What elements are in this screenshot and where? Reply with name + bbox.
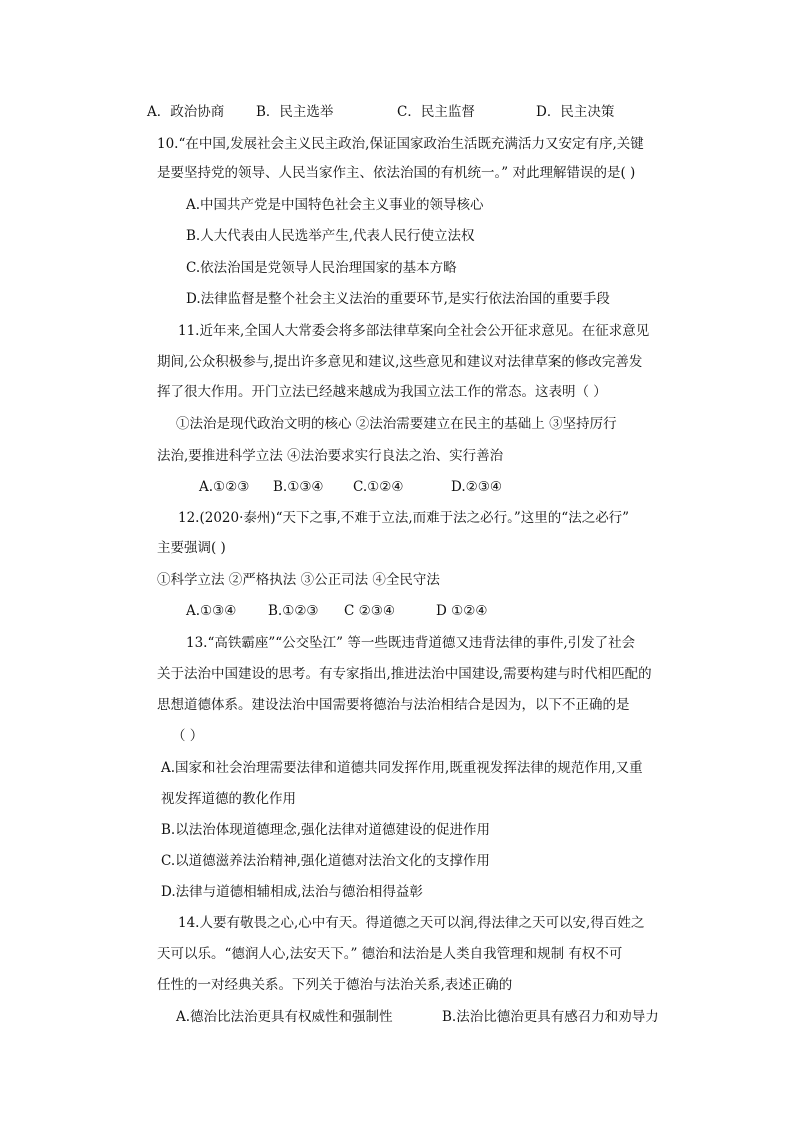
q11-option-c: C.①②④ xyxy=(353,479,404,495)
q13-option-b: B.以法治体现道德理念,强化法律对道德建设的促进作用 xyxy=(161,822,491,838)
q13-stem-line-1: 13.“高铁霸座”“公交坠江” 等一些既违背道德又违背法律的事件,引发了社会 xyxy=(186,635,636,651)
q10-stem-line-1: 10.“在中国,发展社会主义民主政治,保证国家政治生活既充满活力又安定有序,关键 xyxy=(157,136,644,152)
q14-stem-line-1: 14.人要有敬畏之心,心中有天。得道德之天可以润,得法律之天可以安,得百姓之 xyxy=(178,915,645,931)
q10-option-c: C.依法治国是党领导人民治理国家的基本方略 xyxy=(186,260,457,276)
q11-option-d: D.②③④ xyxy=(451,479,502,495)
q14-option-a: A.德治比法治更具有权威性和强制性 xyxy=(176,1009,393,1025)
q13-option-c: C.以道德滋养法治精神,强化道德对法治文化的支撑作用 xyxy=(161,853,490,869)
q11-items-line-1: ①法治是现代政治文明的核心 ②法治需要建立在民主的基础上 ③坚持厉行 xyxy=(176,416,617,432)
q10-option-b: B.人大代表由人民选举产生,代表人民行使立法权 xyxy=(186,228,475,244)
q10-stem-line-2: 是要坚持党的领导、人民当家作主、依法治国的有机统一。” 对此理解错误的是( ) xyxy=(157,165,636,181)
q13-option-a-line-1: A.国家和社会治理需要法律和道德共同发挥作用,既重视发挥法律的规范作用,又重 xyxy=(161,760,643,776)
q12-option-d: D ①②④ xyxy=(436,603,488,619)
q10-option-d: D.法律监督是整个社会主义法治的重要环节,是实行依法治国的重要手段 xyxy=(186,291,610,307)
q9-option-c: C．民主监督 xyxy=(397,104,475,120)
q14-stem-line-3: 任性的一对经典关系。下列关于德治与法治关系,表述正确的 xyxy=(157,977,513,993)
q13-stem-line-4: （ ） xyxy=(172,728,204,744)
q10-option-a: A.中国共产党是中国特色社会主义事业的领导核心 xyxy=(186,197,484,213)
q13-stem-line-3: 思想道德体系。建设法治中国需要将德治与法治相结合是因为，以下不正确的是 xyxy=(157,697,630,713)
q11-option-b: B.①③④ xyxy=(273,479,324,495)
q9-option-d: D．民主决策 xyxy=(536,104,615,120)
q12-stem-line-2: 主要强调( ) xyxy=(157,540,226,556)
q12-option-b: B.①②③ xyxy=(268,603,319,619)
q12-option-a: A.①③④ xyxy=(186,603,237,619)
q11-stem-line-2: 期间,公众积极参与,提出许多意见和建议,这些意见和建议对法律草案的修改完善发 xyxy=(157,354,643,370)
q12-option-c: C ②③④ xyxy=(344,603,395,619)
q11-stem-line-3: 挥了很大作用。开门立法已经越来越成为我国立法工作的常态。这表明（ ） xyxy=(157,384,607,400)
q9-option-b: B．民主选举 xyxy=(256,104,334,120)
q9-option-a: A．政治协商 xyxy=(147,104,225,120)
q12-items: ①科学立法 ②严格执法 ③公正司法 ④全民守法 xyxy=(157,572,440,588)
q12-stem-line-1: 12.(2020·泰州)“天下之事,不难于立法,而难于法之必行。”这里的“法之必行” xyxy=(178,510,630,526)
q11-items-line-2: 法治,要推进科学立法 ④法治要求实行良法之治、实行善治 xyxy=(157,448,504,464)
q11-option-a: A.①②③ xyxy=(199,479,250,495)
q14-option-b: B.法治比德治更具有感召力和劝导力 xyxy=(442,1009,659,1025)
q13-stem-line-2: 关于法治中国建设的思考。有专家指出,推进法治中国建设,需要构建与时代相匹配的 xyxy=(157,666,652,682)
q11-stem-line-1: 11.近年来,全国人大常委会将多部法律草案向全社会公开征求意见。在征求意见 xyxy=(178,323,650,339)
q13-option-a-line-2: 视发挥道德的教化作用 xyxy=(161,791,296,807)
q13-option-d: D.法律与道德相辅相成,法治与德治相得益彰 xyxy=(161,884,423,900)
q14-stem-line-2: 天可以乐。“德润人心,法安天下。” 德治和法治是人类自我管理和规制 有权不可 xyxy=(157,946,623,962)
